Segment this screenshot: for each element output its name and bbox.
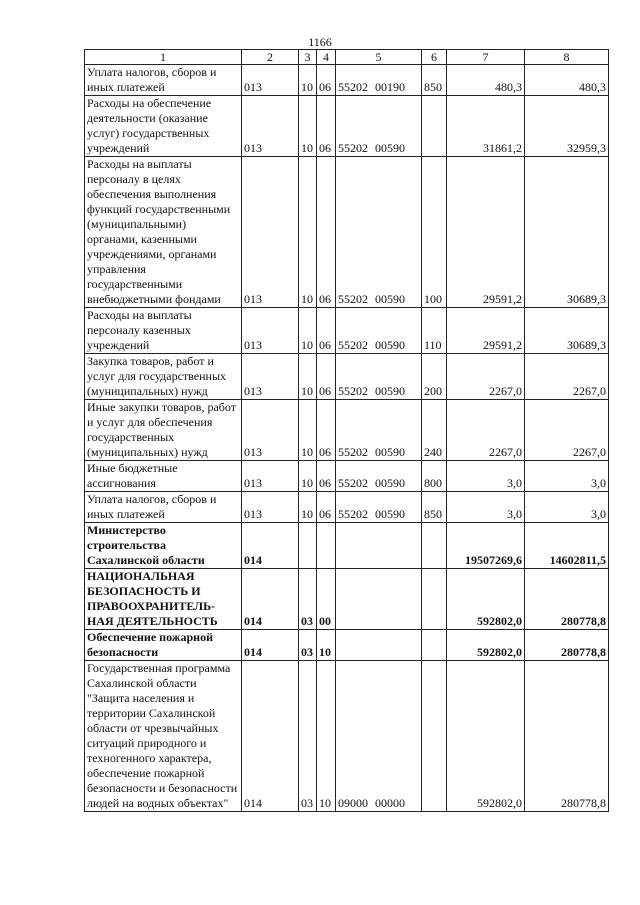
row-name: Расходы на обеспечение деятельности (оказание услуг) государственных учреждений [85,96,242,157]
expense-type-code: 200 [422,354,447,400]
target-article-program: 09000 [338,796,368,810]
table-row [85,308,609,354]
amount-col8: 280778,8 [525,630,609,661]
target-article-program: 55202 [338,141,368,155]
amount-col8: 480,3 [525,65,609,96]
amount-col8: 30689,3 [525,308,609,354]
target-article-code [336,65,422,96]
ved-code: 014 [242,523,299,569]
amount-col8: 3,0 [525,461,609,492]
target-article-program: 55202 [338,445,368,459]
target-article-direction: 00590 [375,338,405,352]
expense-type-code: 110 [422,308,447,354]
target-article-code [336,157,422,308]
expense-type-code [422,569,447,630]
subsection-code: 10 [317,661,336,812]
row-name: Министерство строительства Сахалинской области [85,523,242,569]
amount-col7: 19507269,6 [447,523,525,569]
target-article-direction: 00590 [375,384,405,398]
amount-col8: 30689,3 [525,157,609,308]
row-name: Уплата налогов, сборов и иных платежей [85,65,242,96]
budget-table [84,49,609,812]
header-cell: 8 [525,50,609,65]
expense-type-code: 240 [422,400,447,461]
amount-col8: 280778,8 [525,569,609,630]
table-row [85,65,609,96]
table-row [85,492,609,523]
target-article-program: 55202 [338,80,368,94]
subsection-code: 06 [317,400,336,461]
table-row [85,461,609,492]
expense-type-code [422,630,447,661]
target-article-code [336,308,422,354]
target-article-program: 55202 [338,338,368,352]
target-article-code [336,400,422,461]
amount-col8: 2267,0 [525,400,609,461]
subsection-code: 00 [317,569,336,630]
target-article-program: 55202 [338,292,368,306]
ved-code: 014 [242,569,299,630]
amount-col8: 3,0 [525,492,609,523]
subsection-code: 06 [317,354,336,400]
subsection-code: 06 [317,96,336,157]
amount-col8: 32959,3 [525,96,609,157]
ved-code: 013 [242,65,299,96]
ved-code: 014 [242,661,299,812]
amount-col7: 29591,2 [447,308,525,354]
ved-code: 013 [242,492,299,523]
target-article-direction: 00590 [375,292,405,306]
subsection-code: 10 [317,630,336,661]
expense-type-code [422,523,447,569]
amount-col7: 480,3 [447,65,525,96]
expense-type-code [422,661,447,812]
header-cell: 4 [317,50,336,65]
header-cell: 1 [85,50,242,65]
table-row [85,157,609,308]
amount-col7: 31861,2 [447,96,525,157]
table-row [85,400,609,461]
subsection-code: 06 [317,65,336,96]
target-article-direction: 00590 [375,507,405,521]
header-row [85,50,609,65]
section-code: 10 [299,308,317,354]
row-name: НАЦИОНАЛЬНАЯ БЕЗОПАСНОСТЬ И ПРАВООХРАНИТЕЛЬ-НАЯ ДЕЯТЕЛЬНОСТЬ [85,569,242,630]
row-name: Расходы на выплаты персоналу в целях обеспечения выполнения функций государственными (муниципальными) органами, казенными учреждениями, органами управления государственными внебюджетными фондами [85,157,242,308]
ved-code: 013 [242,400,299,461]
amount-col8: 280778,8 [525,661,609,812]
amount-col7: 592802,0 [447,661,525,812]
section-code: 03 [299,661,317,812]
target-article-program: 55202 [338,476,368,490]
amount-col8: 2267,0 [525,354,609,400]
table-row [85,569,609,630]
target-article-direction: 00590 [375,476,405,490]
ved-code: 013 [242,157,299,308]
subsection-code: 06 [317,461,336,492]
target-article-direction: 00590 [375,445,405,459]
subsection-code: 06 [317,157,336,308]
row-name: Уплата налогов, сборов и иных платежей [85,492,242,523]
section-code: 10 [299,96,317,157]
target-article-code [336,492,422,523]
expense-type-code: 850 [422,492,447,523]
target-article-code [336,354,422,400]
header-cell: 7 [447,50,525,65]
header-cell: 5 [336,50,422,65]
row-name: Закупка товаров, работ и услуг для государственных (муниципальных) нужд [85,354,242,400]
target-article-direction: 00000 [375,796,405,810]
target-article-program: 55202 [338,507,368,521]
ved-code: 013 [242,354,299,400]
row-name: Расходы на выплаты персоналу казенных учреждений [85,308,242,354]
subsection-code: 06 [317,308,336,354]
ved-code: 013 [242,308,299,354]
expense-type-code [422,96,447,157]
target-article-code [336,523,422,569]
section-code: 10 [299,65,317,96]
page-number: 1166 [308,35,332,49]
subsection-code: 06 [317,492,336,523]
section-code: 10 [299,157,317,308]
amount-col7: 2267,0 [447,400,525,461]
amount-col7: 592802,0 [447,630,525,661]
expense-type-code: 850 [422,65,447,96]
row-name: Иные закупки товаров, работ и услуг для обеспечения государственных (муниципальных) нужд [85,400,242,461]
section-code: 10 [299,461,317,492]
amount-col7: 29591,2 [447,157,525,308]
target-article-program: 55202 [338,384,368,398]
table-row [85,96,609,157]
amount-col7: 3,0 [447,461,525,492]
section-code: 10 [299,354,317,400]
table-row [85,354,609,400]
section-code [299,523,317,569]
header-cell: 6 [422,50,447,65]
target-article-direction: 00190 [375,80,405,94]
target-article-code [336,569,422,630]
table-row [85,661,609,812]
table-row [85,523,609,569]
table-row [85,630,609,661]
amount-col8: 14602811,5 [525,523,609,569]
ved-code: 013 [242,461,299,492]
target-article-code [336,461,422,492]
row-name: Обеспечение пожарной безопасности [85,630,242,661]
section-code: 03 [299,569,317,630]
amount-col7: 3,0 [447,492,525,523]
header-cell: 2 [242,50,299,65]
target-article-code [336,96,422,157]
section-code: 10 [299,400,317,461]
section-code: 10 [299,492,317,523]
target-article-code [336,661,422,812]
header-cell: 3 [299,50,317,65]
section-code: 03 [299,630,317,661]
amount-col7: 2267,0 [447,354,525,400]
target-article-code [336,630,422,661]
target-article-direction: 00590 [375,141,405,155]
subsection-code [317,523,336,569]
expense-type-code: 800 [422,461,447,492]
row-name: Иные бюджетные ассигнования [85,461,242,492]
row-name: Государственная программа Сахалинской области "Защита населения и территории Сахалинской области от чрезвычайных ситуаций природного и техногенного характера, обеспечение пожарной безопасности и безопасности людей на водных объектах" [85,661,242,812]
ved-code: 014 [242,630,299,661]
ved-code: 013 [242,96,299,157]
amount-col7: 592802,0 [447,569,525,630]
expense-type-code: 100 [422,157,447,308]
